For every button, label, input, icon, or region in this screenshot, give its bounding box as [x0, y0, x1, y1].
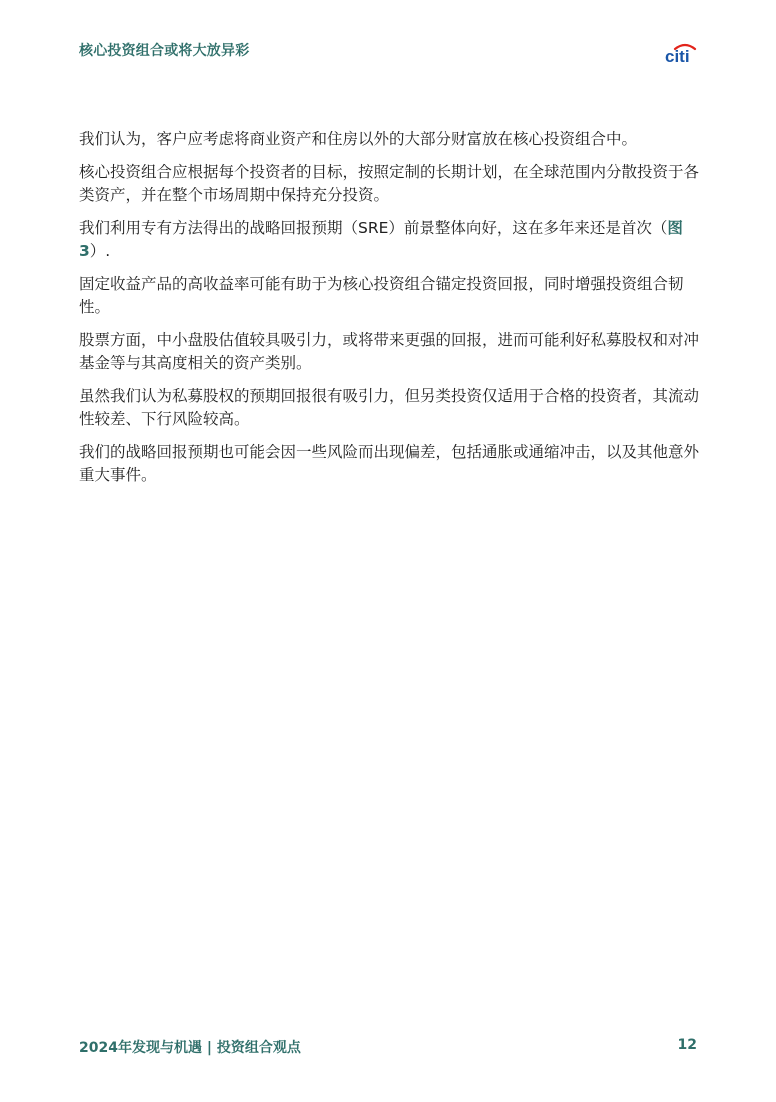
footer-page-number: 12	[677, 1037, 697, 1053]
figure-reference-link[interactable]: 图3	[79, 219, 683, 260]
paragraph-1: 我们认为，客户应考虑将商业资产和住房以外的大部分财富放在核心投资组合中。	[79, 130, 638, 148]
footer-publication-title: 2024年发现与机遇 | 投资组合观点	[79, 1040, 301, 1056]
paragraph-3-tail: ）.	[89, 242, 111, 260]
paragraph-3	[79, 217, 701, 263]
paragraph-6: 虽然我们认为私募股权的预期回报很有吸引力，但另类投资仅适用于合格的投资者，其流动性较差、下行风险较高。	[79, 387, 700, 428]
paragraph-7: 我们的战略回报预期也可能会因一些风险而出现偏差，包括通胀或通缩冲击，以及其他意外重大事件。	[79, 443, 700, 484]
body-text	[79, 128, 701, 497]
paragraph-3-text: 我们利用专有方法得出的战略回报预期（SRE）前景整体向好，这在多年来还是首次（	[79, 219, 668, 237]
page-header-title: 核心投资组合或将大放异彩	[79, 43, 250, 59]
citi-logo-icon	[664, 41, 700, 65]
svg-text:citi: citi	[665, 47, 690, 65]
paragraph-4: 固定收益产品的高收益率可能有助于为核心投资组合锚定投资回报，同时增强投资组合韧性。	[79, 275, 684, 316]
paragraph-5: 股票方面，中小盘股估值较具吸引力，或将带来更强的回报，进而可能利好私募股权和对冲基金等与其高度相关的资产类别。	[79, 331, 700, 372]
paragraph-2: 核心投资组合应根据每个投资者的目标，按照定制的长期计划，在全球范围内分散投资于各类资产，并在整个市场周期中保持充分投资。	[79, 163, 700, 204]
